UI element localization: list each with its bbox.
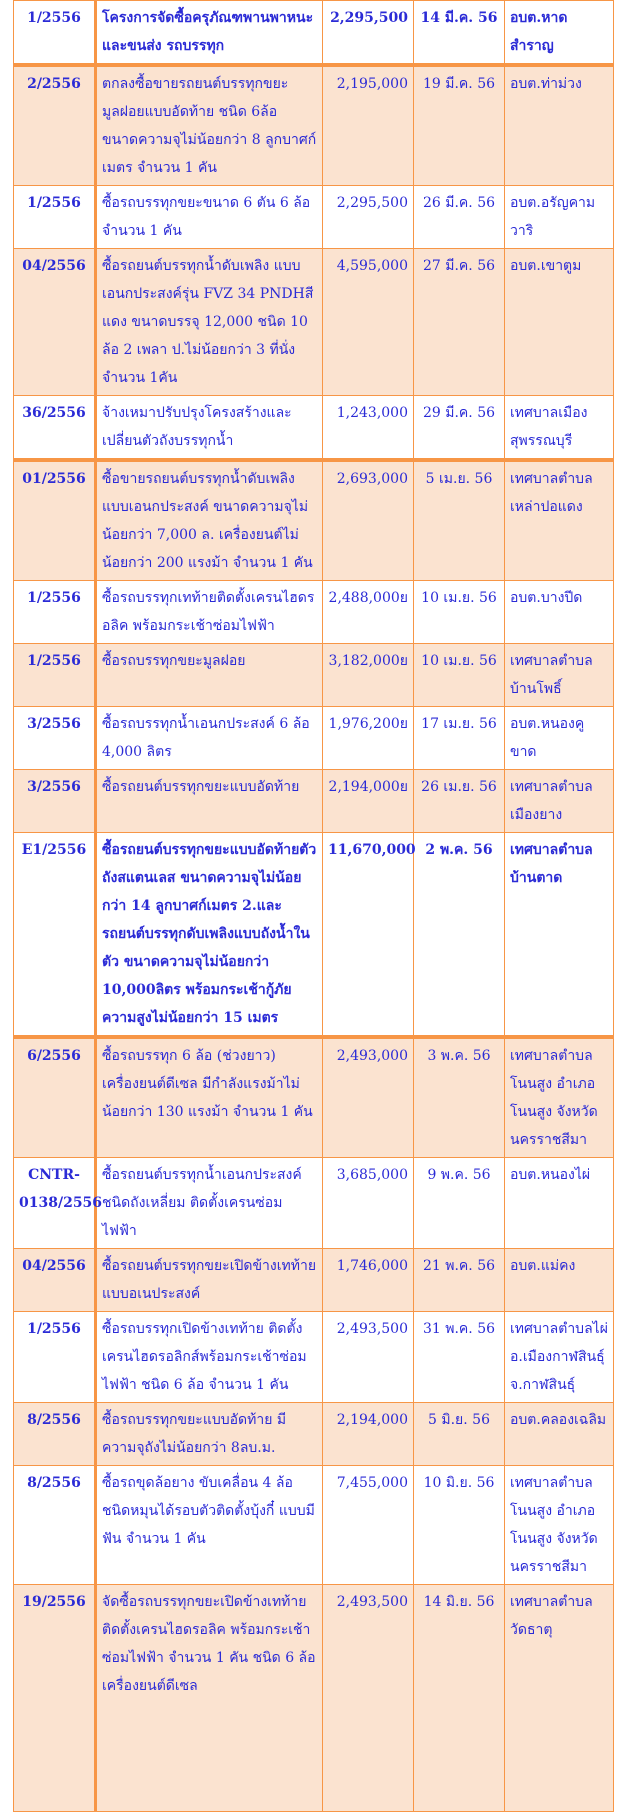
procurement-table: [13, 0, 614, 1812]
item-description-cell: ซื้อรถบรรทุกเปิดข้างเทท้าย ติดตั้งเครนไฮดรอลิกส์พร้อมกระเช้าซ่อมไฟฟ้า ชนิด 6 ล้อ จำนวน 1 คัน: [96, 1312, 323, 1403]
contract-date-cell: 14 มี.ค. 56: [414, 1, 505, 66]
agency-cell: อบต.คลองเฉลิม: [505, 1403, 614, 1466]
table-row: [14, 65, 614, 186]
contract-date-cell: 31 พ.ค. 56: [414, 1312, 505, 1403]
agency-cell: เทศบาลตำบลโนนสูง อำเภอโนนสูง จังหวัดนครราชสีมา: [505, 1466, 614, 1585]
contract-number-cell: 1/2556: [14, 581, 96, 644]
contract-number-cell: 01/2556: [14, 460, 96, 581]
item-description-cell: ซื้อรถบรรทุกขยะขนาด 6 ตัน 6 ล้อ จำนวน 1 คัน: [96, 186, 323, 249]
agency-cell: อบต.เขาตูม: [505, 249, 614, 396]
agency-cell: เทศบาลตำบลบ้านตาด: [505, 833, 614, 1038]
item-description-cell: ซื้อรถขุดล้อยาง ขับเคลื่อน 4 ล้อ ชนิดหมุนได้รอบตัวติดตั้งบุ้งกี๋ แบบมีฟัน จำนวน 1 คัน: [96, 1466, 323, 1585]
contract-date-cell: 14 มิ.ย. 56: [414, 1585, 505, 1812]
agency-cell: เทศบาลตำบลเมืองยาง: [505, 770, 614, 833]
agency-cell: เทศบาลตำบลเหล่าปอแดง: [505, 460, 614, 581]
item-description-cell: ซื้อรถยนต์บรรทุกน้ำดับเพลิง แบบเอนกประสงค์รุ่น FVZ 34 PNDHสีแดง ขนาดบรรจุ 12,000 ชนิด 10 ล้อ 2 เพลา ป.ไม่น้อยกว่า 3 ที่นั่ง จำนวน 1คัน: [96, 249, 323, 396]
agency-cell: เทศบาลตำบลโนนสูง อำเภอโนนสูง จังหวัดนครราชสีมา: [505, 1037, 614, 1158]
item-description-cell: ซื้อรถบรรทุกขยะแบบอัดท้าย มีความจุถังไม่น้อยกว่า 8ลบ.ม.: [96, 1403, 323, 1466]
table-row: [14, 249, 614, 396]
table-row: [14, 1466, 614, 1585]
contract-date-cell: 26 มี.ค. 56: [414, 186, 505, 249]
amount-cell: 2,195,000: [323, 65, 414, 186]
table-row: [14, 1037, 614, 1158]
contract-date-cell: 5 เม.ย. 56: [414, 460, 505, 581]
contract-date-cell: 27 มี.ค. 56: [414, 249, 505, 396]
amount-cell: 4,595,000: [323, 249, 414, 396]
contract-date-cell: 29 มี.ค. 56: [414, 396, 505, 461]
item-description-cell: จ้างเหมาปรับปรุงโครงสร้างและเปลี่ยนตัวถังบรรทุกน้ำ: [96, 396, 323, 461]
contract-number-cell: 6/2556: [14, 1037, 96, 1158]
table-row: [14, 644, 614, 707]
amount-cell: 7,455,000: [323, 1466, 414, 1585]
agency-cell: อบต.ท่าม่วง: [505, 65, 614, 186]
table-body: [14, 1, 614, 1812]
amount-cell: 1,746,000: [323, 1249, 414, 1312]
table-row: [14, 1403, 614, 1466]
contract-date-cell: 3 พ.ค. 56: [414, 1037, 505, 1158]
contract-date-cell: 10 มิ.ย. 56: [414, 1466, 505, 1585]
item-description-cell: ซื้อรถบรรทุกน้ำเอนกประสงค์ 6 ล้อ 4,000 ลิตร: [96, 707, 323, 770]
amount-cell: 2,295,500: [323, 1, 414, 66]
agency-cell: เทศบาลเมืองสุพรรณบุรี: [505, 396, 614, 461]
item-description-cell: จัดซื้อรถบรรทุกขยะเปิดข้างเทท้ายติดตั้งเครนไฮดรอลิค พร้อมกระเช้าซ่อมไฟฟ้า จำนวน 1 คัน ชนิด 6 ล้อ เครื่องยนต์ดีเซล: [96, 1585, 323, 1812]
item-description-cell: ซื้อรถยนต์บรรทุกขยะแบบอัดท้าย: [96, 770, 323, 833]
table-row: [14, 770, 614, 833]
contract-number-cell: 1/2556: [14, 1312, 96, 1403]
contract-number-cell: 8/2556: [14, 1466, 96, 1585]
contract-number-cell: 19/2556: [14, 1585, 96, 1812]
contract-number-cell: 8/2556: [14, 1403, 96, 1466]
item-description-cell: ซื้อรถยนต์บรรทุกขยะเปิดข้างเทท้ายแบบอเนประสงค์: [96, 1249, 323, 1312]
item-description-cell: ซื้อขายรถยนต์บรรทุกน้ำดับเพลิงแบบเอนกประสงค์ ขนาดความจุไม่น้อยกว่า 7,000 ล. เครื่องยนต์ไม่น้อยกว่า 200 แรงม้า จำนวน 1 คัน: [96, 460, 323, 581]
table-row: [14, 186, 614, 249]
table-row: [14, 1, 614, 66]
contract-date-cell: 2 พ.ค. 56: [414, 833, 505, 1038]
contract-number-cell: 1/2556: [14, 186, 96, 249]
agency-cell: เทศบาลตำบลวัดธาตุ: [505, 1585, 614, 1812]
table-row: [14, 1249, 614, 1312]
item-description-cell: ซื้อรถบรรทุก 6 ล้อ (ช่วงยาว) เครื่องยนต์ดีเซล มีกำลังแรงม้าไม่น้อยกว่า 130 แรงม้า จำนวน 1 คัน: [96, 1037, 323, 1158]
contract-date-cell: 5 มิ.ย. 56: [414, 1403, 505, 1466]
contract-date-cell: 10 เม.ย. 56: [414, 581, 505, 644]
contract-number-cell: 1/2556: [14, 644, 96, 707]
table-row: [14, 396, 614, 461]
agency-cell: อบต.หาดสำราญ: [505, 1, 614, 66]
agency-cell: อบต.บางปีด: [505, 581, 614, 644]
contract-number-cell: 3/2556: [14, 770, 96, 833]
contract-date-cell: 26 เม.ย. 56: [414, 770, 505, 833]
contract-number-cell: 04/2556: [14, 249, 96, 396]
amount-cell: 2,493,500: [323, 1585, 414, 1812]
amount-cell: 2,194,000: [323, 1403, 414, 1466]
contract-number-cell: 36/2556: [14, 396, 96, 461]
contract-number-cell: 1/2556: [14, 1, 96, 66]
contract-date-cell: 10 เม.ย. 56: [414, 644, 505, 707]
contract-date-cell: 9 พ.ค. 56: [414, 1158, 505, 1249]
contract-date-cell: 19 มี.ค. 56: [414, 65, 505, 186]
item-description-cell: โครงการจัดซื้อครุภัณฑพานพาหนะและขนส่ง รถบรรทุก: [96, 1, 323, 66]
item-description-cell: ตกลงซื้อขายรถยนต์บรรทุกขยะมูลฝอยแบบอัดท้าย ชนิด 6ล้อ ขนาดความจุไม่น้อยกว่า 8 ลูกบาศก์เมตร จำนวน 1 คัน: [96, 65, 323, 186]
table-row: [14, 460, 614, 581]
item-description-cell: ซื้อรถยนต์บรรทุกขยะแบบอัดท้ายตัวถังสแตนเลส ขนาดความจุไม่น้อยกว่า 14 ลูกบาศก์เมตร 2.และรถยนต์บรรทุกดับเพลิงแบบถังน้ำในตัว ขนาดความจุไม่น้อยกว่า 10,000ลิตร พร้อมกระเช้ากู้ภัยความสูงไม่น้อยกว่า 15 เมตร: [96, 833, 323, 1038]
item-description-cell: ซื้อรถยนต์บรรทุกน้ำเอนกประสงค์ชนิดถังเหลี่ยม ติดตั้งเครนซ่อมไฟฟ้า: [96, 1158, 323, 1249]
amount-cell: 1,243,000: [323, 396, 414, 461]
table-row: [14, 581, 614, 644]
amount-cell: 2,693,000: [323, 460, 414, 581]
item-description-cell: ซื้อรถบรรทุกเทท้ายติดตั้งเครนไฮดรอลิค พร้อมกระเช้าซ่อมไฟฟ้า: [96, 581, 323, 644]
amount-cell: 2,493,500: [323, 1312, 414, 1403]
amount-cell: 2,488,000ย: [323, 581, 414, 644]
table-row: [14, 707, 614, 770]
contract-number-cell: 04/2556: [14, 1249, 96, 1312]
table-row: [14, 1585, 614, 1812]
contract-number-cell: 2/2556: [14, 65, 96, 186]
amount-cell: 11,670,000: [323, 833, 414, 1038]
contract-date-cell: 17 เม.ย. 56: [414, 707, 505, 770]
contract-number-cell: CNTR-0138/2556: [14, 1158, 96, 1249]
agency-cell: เทศบาลตำบลไผ่ อ.เมืองกาฬสินธุ์ จ.กาฬสินธุ์: [505, 1312, 614, 1403]
contract-number-cell: 3/2556: [14, 707, 96, 770]
agency-cell: อบต.หนองคูขาด: [505, 707, 614, 770]
table-row: [14, 833, 614, 1038]
agency-cell: อบต.หนองไผ่: [505, 1158, 614, 1249]
amount-cell: 3,685,000: [323, 1158, 414, 1249]
amount-cell: 2,194,000ย: [323, 770, 414, 833]
table-row: [14, 1312, 614, 1403]
agency-cell: อบต.อรัญคามวาริ: [505, 186, 614, 249]
contract-number-cell: E1/2556: [14, 833, 96, 1038]
amount-cell: 2,295,500: [323, 186, 414, 249]
contract-date-cell: 21 พ.ค. 56: [414, 1249, 505, 1312]
amount-cell: 2,493,000: [323, 1037, 414, 1158]
agency-cell: เทศบาลตำบลบ้านโพธิ์: [505, 644, 614, 707]
table-row: [14, 1158, 614, 1249]
amount-cell: 1,976,200ย: [323, 707, 414, 770]
item-description-cell: ซื้อรถบรรทุกขยะมูลฝอย: [96, 644, 323, 707]
agency-cell: อบต.แม่คง: [505, 1249, 614, 1312]
amount-cell: 3,182,000ย: [323, 644, 414, 707]
